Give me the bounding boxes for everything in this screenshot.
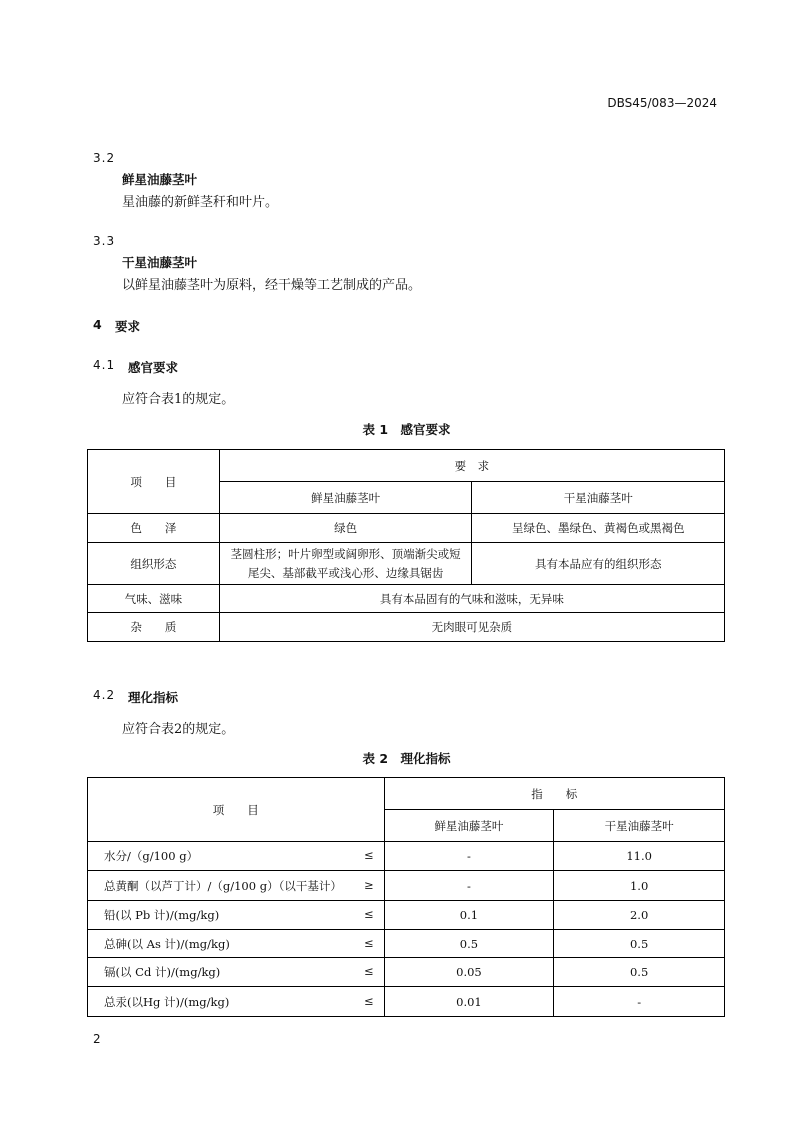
- row-symbol: ≤: [363, 848, 374, 862]
- table-row: [88, 958, 725, 987]
- table2-head-item: 项 目: [88, 778, 385, 842]
- row-dry: 呈绿色、墨绿色、黄褐色或黑褐色: [472, 514, 725, 543]
- section-4-title: 要求: [115, 319, 141, 334]
- row-dry: 11.0: [554, 842, 725, 871]
- row-fresh: -: [384, 842, 554, 871]
- section-4-2-text: 应符合表2的规定。: [122, 722, 235, 737]
- section-4-2-number: 4.2: [93, 688, 116, 702]
- row-dry: -: [554, 987, 725, 1017]
- row-merged: 具有本品固有的气味和滋味，无异味: [219, 585, 724, 613]
- sensory-table: [87, 449, 725, 642]
- table1-head-req: 要 求: [219, 450, 724, 482]
- table-row: [88, 585, 725, 613]
- table1-col-fresh: 鲜星油藤茎叶: [219, 482, 472, 514]
- table-row: [88, 613, 725, 642]
- row-item: 色 泽: [88, 514, 220, 543]
- row-symbol: ≤: [363, 907, 374, 921]
- row-dry: 具有本品应有的组织形态: [472, 543, 725, 585]
- row-symbol: ≤: [363, 993, 374, 1008]
- section-3-3-text: 以鲜星油藤茎叶为原料，经干燥等工艺制成的产品。: [122, 278, 422, 293]
- section-3-3-title: 干星油藤茎叶: [122, 255, 198, 270]
- table1-caption: 表 1 感官要求: [362, 422, 451, 437]
- physicochemical-table: [87, 777, 725, 1017]
- row-fresh: 0.1: [384, 901, 554, 930]
- row-item: 铅(以 Pb 计)/(mg/kg): [104, 908, 220, 922]
- table2-caption: 表 2 理化指标: [362, 751, 451, 766]
- doc-number: DBS45/083—2024: [607, 96, 717, 110]
- table-row: [88, 842, 725, 871]
- row-symbol: ≤: [363, 935, 374, 950]
- row-item: 总黄酮（以芦丁计）/（g/100 g）（以干基计）: [104, 878, 342, 893]
- section-3-3-number: 3.3: [93, 234, 116, 248]
- table2-head-index: 指 标: [384, 778, 724, 810]
- table-row: [88, 901, 725, 930]
- table2-col-fresh: 鲜星油藤茎叶: [384, 810, 554, 842]
- row-dry: 0.5: [554, 958, 725, 987]
- table-row: [88, 930, 725, 958]
- row-fresh: 茎圆柱形；叶片卵型或阔卵形、顶端渐尖或短尾尖、基部截平或浅心形、边缘具锯齿: [219, 543, 472, 585]
- section-4-2-title: 理化指标: [128, 690, 179, 705]
- table-row: [88, 987, 725, 1017]
- table-row: [88, 543, 725, 585]
- row-fresh: -: [384, 871, 554, 901]
- row-dry: 0.5: [554, 930, 725, 958]
- row-item: 水分/（g/100 g）: [104, 849, 199, 863]
- section-3-2-title: 鲜星油藤茎叶: [122, 172, 198, 187]
- row-item: 气味、滋味: [88, 585, 220, 613]
- row-item: 组织形态: [88, 543, 220, 585]
- section-4-1-text: 应符合表1的规定。: [122, 392, 235, 407]
- row-item: 总汞(以Hg 计)/(mg/kg): [104, 994, 230, 1009]
- section-3-2-text: 星油藤的新鲜茎秆和叶片。: [122, 195, 279, 210]
- page-number: 2: [93, 1032, 101, 1046]
- row-item: 总砷(以 As 计)/(mg/kg): [104, 936, 230, 951]
- row-merged: 无肉眼可见杂质: [219, 613, 724, 642]
- row-symbol: ≤: [363, 964, 374, 978]
- row-fresh: 0.5: [384, 930, 554, 958]
- row-dry: 1.0: [554, 871, 725, 901]
- row-fresh: 0.01: [384, 987, 554, 1017]
- section-4-1-title: 感官要求: [128, 360, 179, 375]
- row-fresh: 0.05: [384, 958, 554, 987]
- row-symbol: ≥: [363, 877, 374, 892]
- section-3-2-number: 3.2: [93, 151, 116, 165]
- table1-col-dry: 干星油藤茎叶: [472, 482, 725, 514]
- table2-col-dry: 干星油藤茎叶: [554, 810, 725, 842]
- table-row: [88, 514, 725, 543]
- section-4-1-number: 4.1: [93, 358, 116, 372]
- table-row: [88, 871, 725, 901]
- table1-head-item: 项 目: [88, 450, 220, 514]
- row-item: 镉(以 Cd 计)/(mg/kg): [104, 965, 221, 979]
- row-item: 杂 质: [88, 613, 220, 642]
- row-dry: 2.0: [554, 901, 725, 930]
- row-fresh: 绿色: [219, 514, 472, 543]
- section-4-number: 4: [93, 317, 102, 332]
